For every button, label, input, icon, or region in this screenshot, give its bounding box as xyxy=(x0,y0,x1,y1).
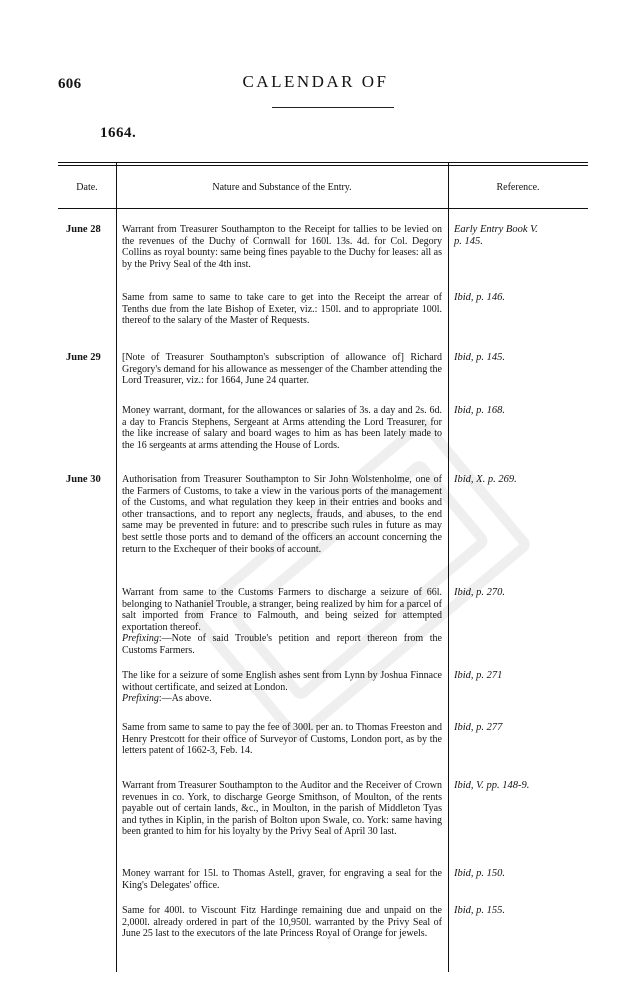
entry-text: Authorisation from Treasurer Southampton to Sir John Wolstenholme, one of the Farmers of Customs, to take a view in the various ports of the management of the Customs, and what regulation they keep in their entries and books and other transactions, and to report any neglects, frauds, and abuses, to the end same may be prevented in future: and to prescribe such rules in future as may best settle those ports and to demand of the officers an account concerning the return to the Exchequer of their books of account. xyxy=(122,474,442,555)
table-top-rule xyxy=(58,162,588,163)
header-rule xyxy=(272,107,394,108)
entry-text: Same from same to same to pay the fee of 300l. per an. to Thomas Freeston and Henry Prestcott for their office of Surveyor of Customs, London port, as by the letters patent of 1662-3, Feb. 14. xyxy=(122,722,442,757)
entry-text xyxy=(122,587,442,657)
entry-date: June 28 xyxy=(66,224,101,235)
prefixing-label: Prefixing xyxy=(122,633,159,645)
entry-reference: Ibid, p. 146. xyxy=(454,292,506,303)
table-top-rule-thin xyxy=(58,165,588,166)
entry-reference: Ibid, p. 150. xyxy=(454,868,506,879)
entry-reference: Early Entry Book V. p. 145. xyxy=(454,224,538,247)
entry-text: Same from same to same to take care to get into the Receipt the arrear of Tenths due from the late Bishop of Exeter, viz.: 150l. and to appropriate 100l. thereof to the salary of the Master of Requests. xyxy=(122,292,442,327)
column-divider-date xyxy=(116,162,117,972)
header-date: Date. xyxy=(76,182,98,193)
entry-reference: Ibid, V. pp. 148-9. xyxy=(454,780,530,791)
entry-reference: Ibid, p. 277 xyxy=(454,722,503,733)
prefixing-text: :—Note of said Trouble's petition and report thereon from the Customs Farmers. xyxy=(122,633,442,656)
entry-text: Warrant from Treasurer Southampton to the Auditor and the Receiver of Crown revenues in co. York, to discharge George Smithson, of Moulton, of the rents payable out of certain lands, &c., in Moulton, in the parish of Middleton Tyas and tythes in Kiplin, in the parish of Bolton upon Swale, co. York: same having been granted to him for his loyalty by the Privy Seal of April 30 last. xyxy=(122,780,442,838)
running-head: CALENDAR OF xyxy=(242,72,389,91)
header-nature: Nature and Substance of the Entry. xyxy=(212,182,352,193)
entry-text: Warrant from Treasurer Southampton to the Receipt for tallies to be levied on the revenues of the Duchy of Cornwall for 160l. 13s. 4d. for Col. Degory Collins as royal bounty: same being fines payable to the Duchy for leases: all as by the Privy Seal of the 4th inst. xyxy=(122,224,442,270)
calendar-table xyxy=(58,162,588,972)
entry-reference: Ibid, p. 155. xyxy=(454,905,506,916)
page-number: 606 xyxy=(58,76,82,92)
entry-text xyxy=(122,670,442,705)
entry-reference: Ibid, X. p. 269. xyxy=(454,474,517,485)
entry-reference: Ibid, p. 270. xyxy=(454,587,506,598)
entry-date: June 30 xyxy=(66,474,101,485)
column-divider-reference xyxy=(448,162,449,972)
entry-prefixing xyxy=(122,693,442,705)
entry-reference: Ibid, p. 168. xyxy=(454,405,506,416)
entry-body: The like for a seizure of some English ashes sent from Lynn by Joshua Finnace without certificate, and seized at London. xyxy=(122,670,442,693)
year-heading: 1664. xyxy=(100,125,137,141)
entry-reference: Ibid, p. 145. xyxy=(454,352,506,363)
entry-text: Money warrant, dormant, for the allowances or salaries of 3s. a day and 2s. 6d. a day to Francis Stephens, Sergeant at Arms attending the Lord Treasurer, for the like increase of salary and board wages to him as has been lately made to the 16 sergeants at arms attending the House of Lords. xyxy=(122,405,442,451)
prefixing-text: :—As above. xyxy=(158,693,212,705)
entry-prefixing xyxy=(122,633,442,656)
prefixing-label: Prefixing xyxy=(122,693,159,705)
entry-reference: Ibid, p. 271 xyxy=(454,670,503,681)
entry-text: Same for 400l. to Viscount Fitz Hardinge remaining due and unpaid on the 2,000l. already ordered in part of the 10,950l. warranted by the Privy Seal of June 25 last to the executors of the late Princess Royal of Orange for jewels. xyxy=(122,905,442,940)
entry-body: Warrant from same to the Customs Farmers to discharge a seizure of 66l. belonging to Nathaniel Trouble, a stranger, being realized by him for a parcel of salt imported from France to Falmouth, and being seized for attempted exportation thereof. xyxy=(122,587,442,633)
entry-date: June 29 xyxy=(66,352,101,363)
table-header-rule xyxy=(58,208,588,209)
entry-text: Money warrant for 15l. to Thomas Astell, graver, for engraving a seal for the King's Delegates' office. xyxy=(122,868,442,891)
entry-text: [Note of Treasurer Southampton's subscription of allowance of] Richard Gregory's demand for his allowance as messenger of the Chamber attending the Lord Treasurer, viz.: for 1664, June 24 quarter. xyxy=(122,352,442,387)
header-reference: Reference. xyxy=(496,182,540,193)
